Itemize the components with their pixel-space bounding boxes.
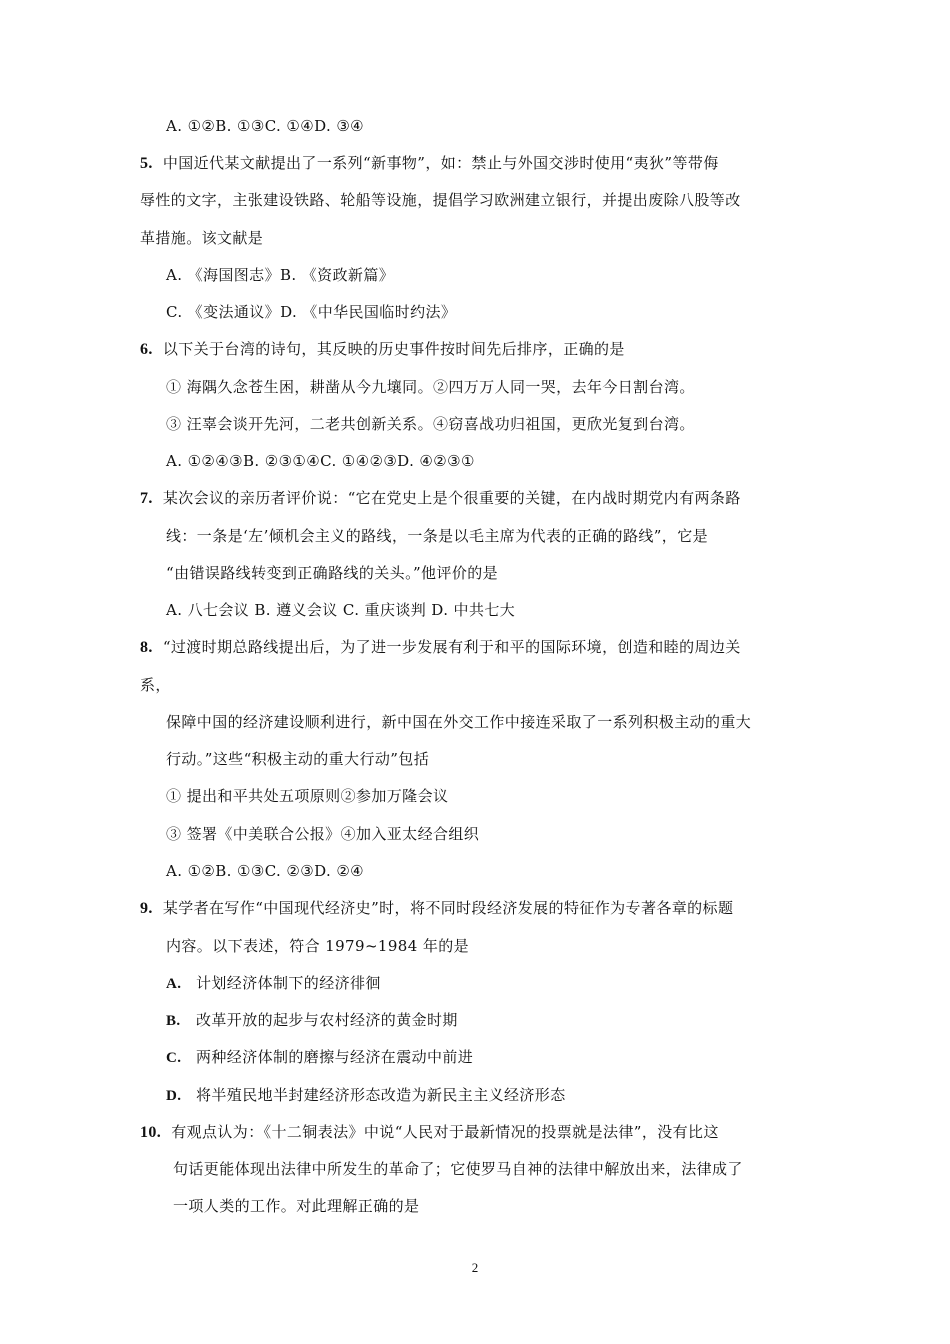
q6-number: 6. [140,341,153,358]
q9-option-d [166,1085,566,1106]
page-number: 2 [471,1260,479,1275]
q6-options: A. ①②④③B. ②③①④C. ①④②③D. ④②③① [166,452,475,470]
q5-options-line2: C. 《变法通议》D. 《中华民国临时约法》 [166,303,457,321]
q6-item-line2: ③ 汪辜会谈开先河，二老共创新关系。④窃喜战功归祖国，更欣光复到台湾。 [166,415,695,433]
q9-option-d-letter: D. [166,1088,182,1104]
q8-stem-line3: 保障中国的经济建设顺利进行，新中国在外交工作中接连采取了一系列积极主动的重大 [166,713,752,731]
q9-option-c [166,1047,473,1068]
q7-stem-line1 [140,488,741,509]
q7-stem-text1: 某次会议的亲历者评价说：“它在党史上是个很重要的关键，在内战时期党内有两条路 [162,489,741,507]
q5-stem-text1: 中国近代某文献提出了一系列“新事物”，如：禁止与外国交涉时使用“夷狄”等带侮 [162,154,719,172]
q9-option-d-text: 将半殖民地半封建经济形态改造为新民主主义经济形态 [196,1086,566,1104]
q9-option-b-letter: B. [166,1013,181,1029]
q10-stem-line1 [140,1122,719,1143]
q8-stem-line2: 系， [140,676,171,694]
q9-option-a [166,973,381,994]
q6-stem-text: 以下关于台湾的诗句，其反映的历史事件按时间先后排序，正确的是 [162,340,625,358]
q8-options: A. ①②B. ①③C. ②③D. ②④ [166,862,365,880]
q6-stem-line [140,339,625,360]
q8-stem-line4: 行动。”这些“积极主动的重大行动”包括 [166,750,430,768]
q4-options: A. ①②B. ①③C. ①④D. ③④ [166,117,365,135]
q10-stem-line3: 一项人类的工作。对此理解正确的是 [173,1197,420,1215]
q10-number: 10. [140,1124,162,1141]
q5-stem-line3: 革措施。该文献是 [140,229,264,247]
q7-stem-line3: “由错误路线转变到正确路线的关头。”他评价的是 [166,564,499,582]
q5-stem-line2: 辱性的文字，主张建设铁路、轮船等设施，提倡学习欧洲建立银行，并提出废除八股等改 [140,191,741,209]
q8-stem-line1 [140,637,741,658]
q5-number: 5. [140,155,153,172]
q8-item-line1: ① 提出和平共处五项原则②参加万隆会议 [166,787,449,805]
q9-option-b-text: 改革开放的起步与农村经济的黄金时期 [196,1011,458,1029]
q9-option-c-letter: C. [166,1050,182,1066]
q6-item-line1: ① 海隅久念苍生困，耕凿从今九壤同。②四万万人同一哭，去年今日割台湾。 [166,378,695,396]
q7-options: A. 八七会议 B. 遵义会议 C. 重庆谈判 D. 中共七大 [166,601,516,619]
q9-option-c-text: 两种经济体制的磨擦与经济在震动中前进 [196,1048,474,1066]
q8-stem-text1: “过渡时期总路线提出后，为了进一步发展有利于和平的国际环境，创造和睦的周边关 [162,638,741,656]
q5-options-line1: A. 《海国图志》B. 《资政新篇》 [166,266,395,284]
q9-option-b [166,1010,458,1031]
q9-stem-text1: 某学者在写作“中国现代经济史”时，将不同时段经济发展的特征作为专著各章的标题 [162,899,734,917]
q9-option-a-text: 计划经济体制下的经济徘徊 [196,974,381,992]
q9-option-a-letter: A. [166,976,182,992]
q7-stem-line2: 线：一条是‘左’倾机会主义的路线，一条是以毛主席为代表的正确的路线”，它是 [166,527,709,545]
q10-stem-text1: 有观点认为：《十二铜表法》中说“人民对于最新情况的投票就是法律”，没有比这 [171,1123,719,1141]
q9-stem-line2: 内容。以下表述，符合 1979~1984 年的是 [166,937,470,955]
q5-stem-line1 [140,153,719,174]
q10-stem-line2: 句话更能体现出法律中所发生的革命了；它使罗马自神的法律中解放出来，法律成了 [173,1160,743,1178]
q9-stem-line1 [140,898,733,919]
q9-number: 9. [140,900,153,917]
q8-item-line2: ③ 签署《中美联合公报》④加入亚太经合组织 [166,825,480,843]
q7-number: 7. [140,490,153,507]
q8-number: 8. [140,639,153,656]
